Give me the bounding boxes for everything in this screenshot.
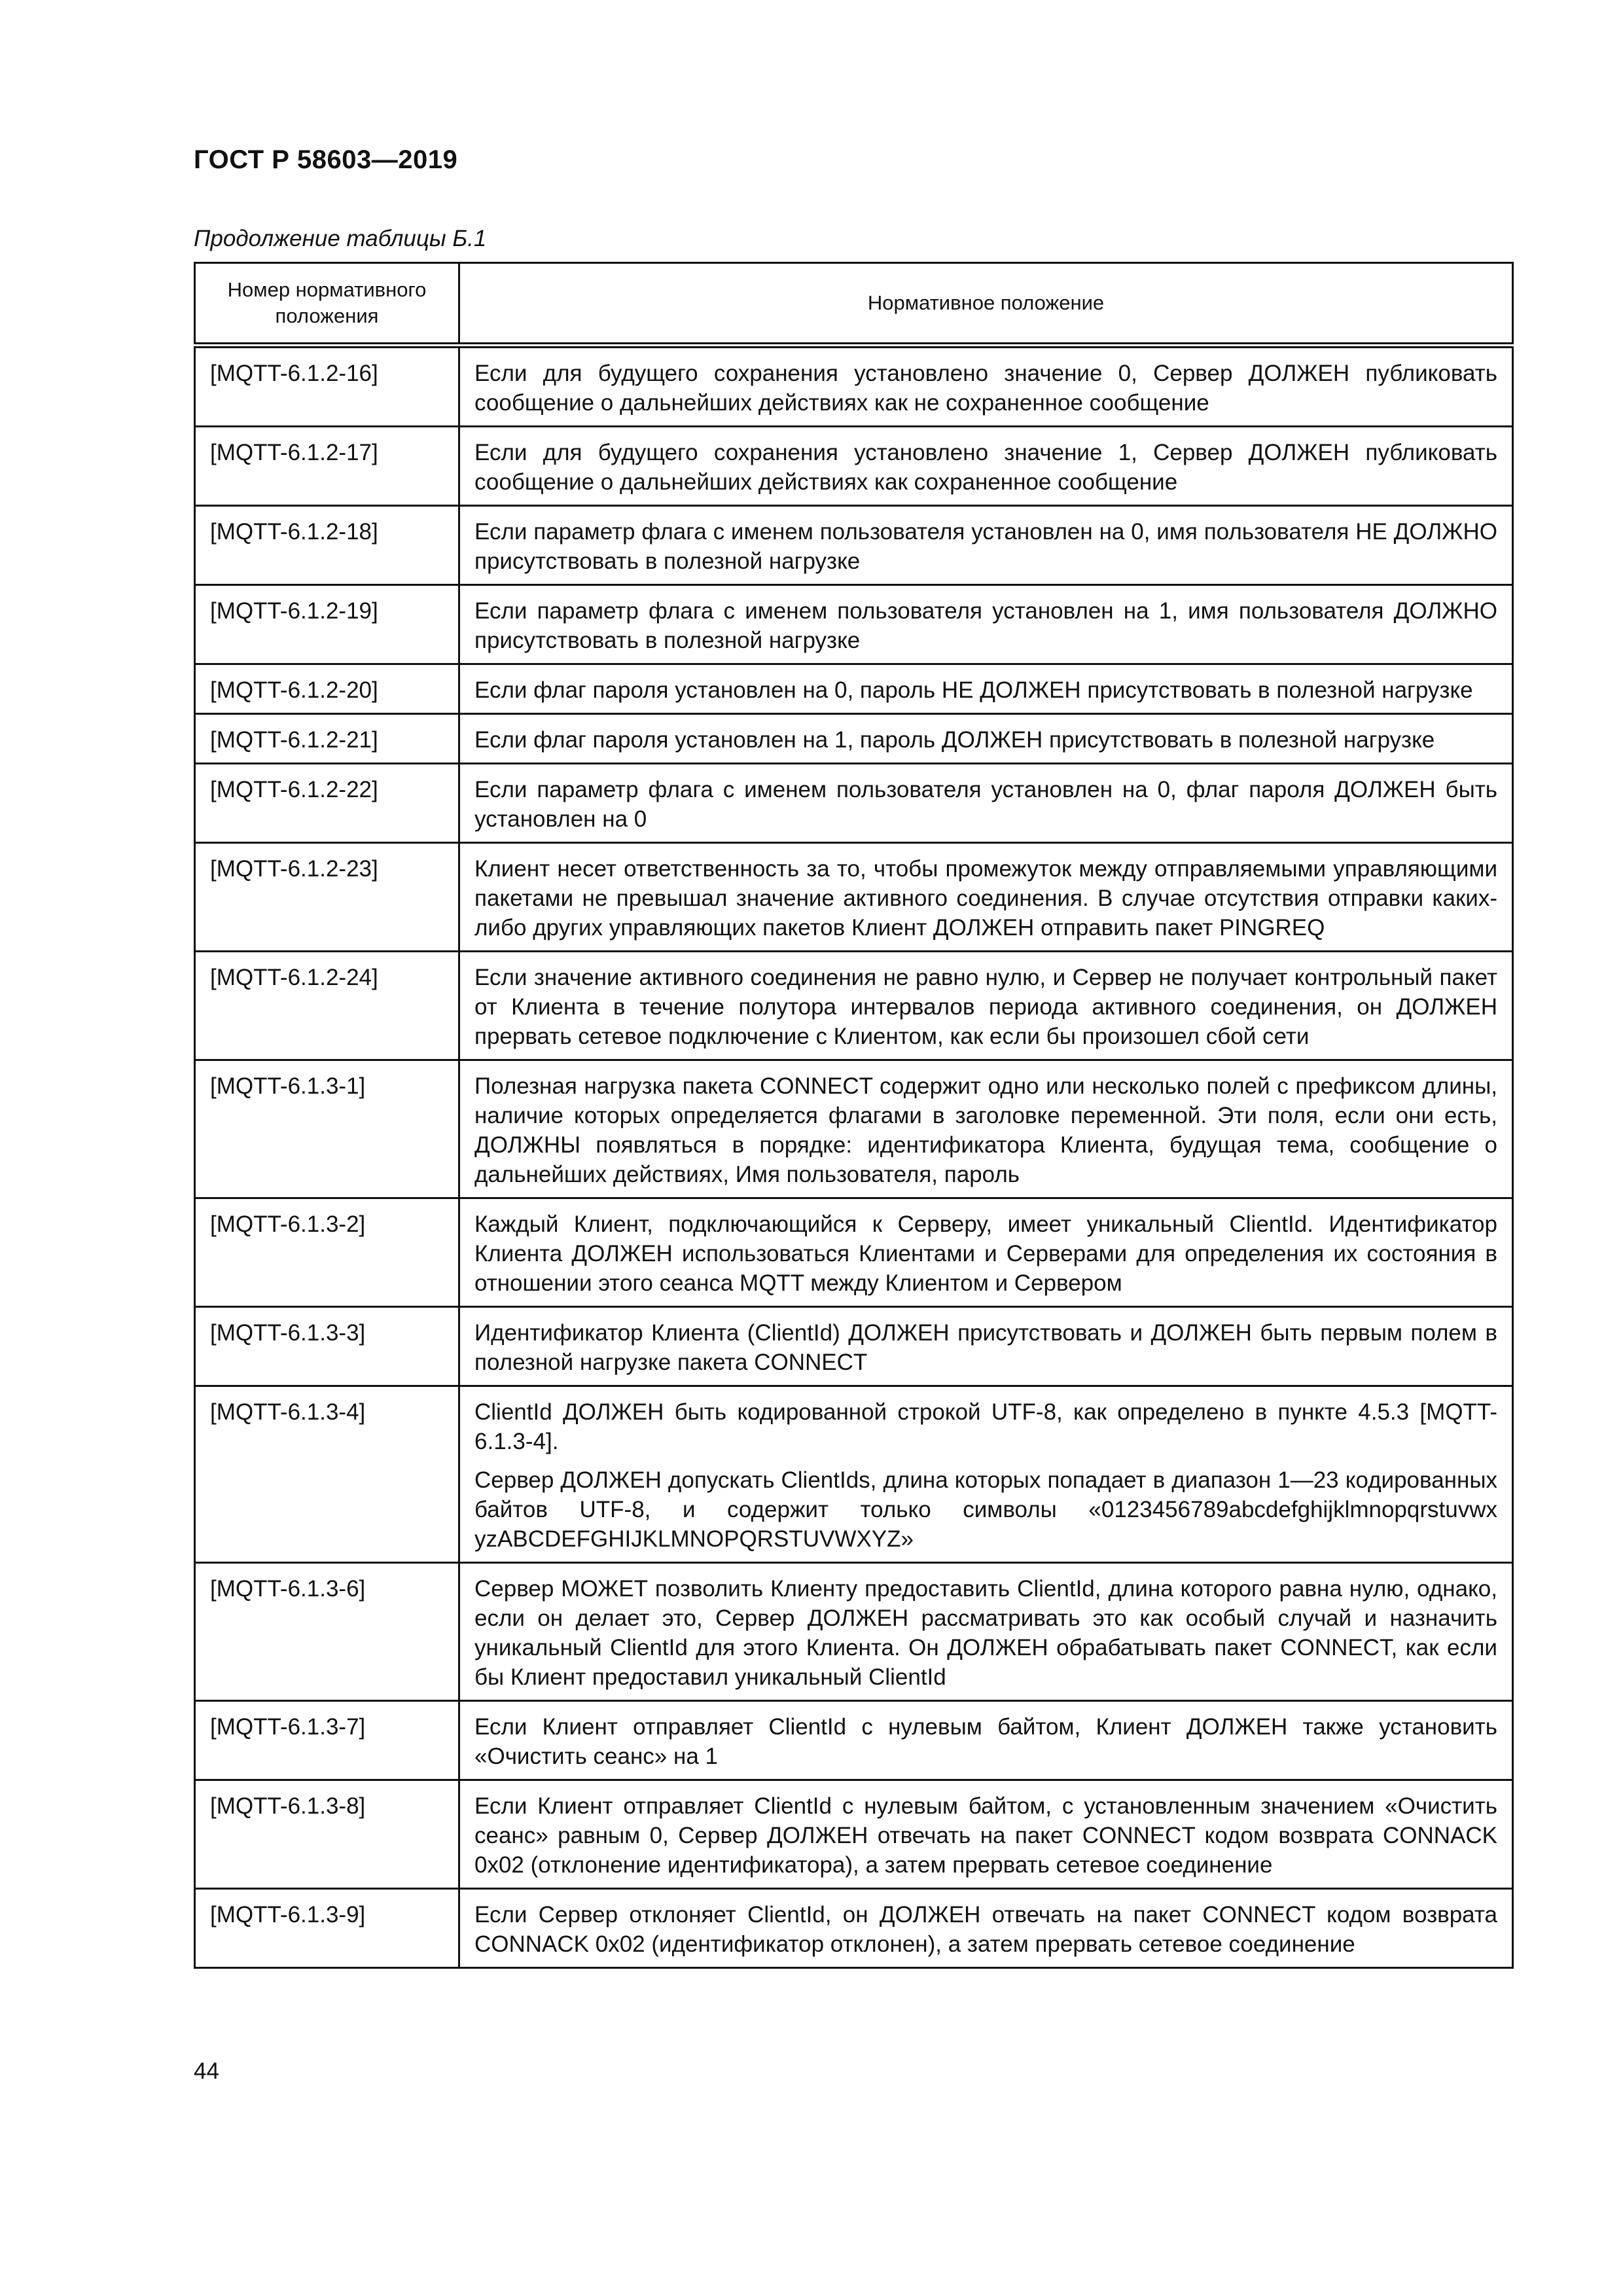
provision-paragraph: Сервер МОЖЕТ позволить Клиенту предоставить ClientId, длина которого равна нулю, однако, если он делает это, Сервер ДОЛЖЕН рассматривать это как особый случай и назначить уникальный ClientId для этого Клиента. Он ДОЛЖЕН обрабатывать пакет CONNECT, как если бы Клиент предоставил уникальный ClientId — [474, 1576, 1497, 1690]
provision-code: [MQTT-6.1.2-16] — [195, 346, 459, 427]
table-row — [195, 1563, 1513, 1701]
table-row — [195, 952, 1513, 1060]
table-caption: Продолжение таблицы Б.1 — [194, 226, 487, 251]
provision-text — [459, 952, 1513, 1060]
provision-paragraph: Если флаг пароля установлен на 0, пароль НЕ ДОЛЖЕН присутствовать в полезной нагрузке — [474, 677, 1473, 703]
normative-provisions-table — [194, 262, 1514, 1969]
provision-text — [459, 843, 1513, 952]
provision-code: [MQTT-6.1.3-6] — [195, 1563, 459, 1701]
provision-code: [MQTT-6.1.3-7] — [195, 1701, 459, 1780]
provision-code: [MQTT-6.1.2-20] — [195, 664, 459, 714]
provision-code: [MQTT-6.1.2-22] — [195, 764, 459, 843]
provision-paragraph: Идентификатор Клиента (ClientId) ДОЛЖЕН присутствовать и ДОЛЖЕН быть первым полем в полезной нагрузке пакета CONNECT — [474, 1320, 1497, 1375]
table-row — [195, 1060, 1513, 1198]
table-row — [195, 1386, 1513, 1563]
table-row — [195, 843, 1513, 952]
page-number: 44 — [194, 2058, 219, 2084]
provision-text — [459, 714, 1513, 764]
provision-paragraph: Если для будущего сохранения установлено значение 1, Сервер ДОЛЖЕН публиковать сообщение о дальнейших действиях как сохраненное сообщение — [474, 440, 1497, 495]
table-row — [195, 664, 1513, 714]
provision-text — [459, 1307, 1513, 1386]
provision-paragraph: Если Клиент отправляет ClientId с нулевым байтом, Клиент ДОЛЖЕН также установить «Очистить сеанс» на 1 — [474, 1714, 1497, 1769]
provision-text — [459, 1386, 1513, 1563]
table-row — [195, 1307, 1513, 1386]
provision-paragraph: Если значение активного соединения не равно нулю, и Сервер не получает контрольный пакет от Клиента в течение полутора интервалов периода активного соединения, он ДОЛЖЕН прервать сетевое подключение с Клиентом, как если бы произошел сбой сети — [474, 965, 1497, 1049]
provision-text — [459, 1780, 1513, 1889]
provision-code: [MQTT-6.1.2-19] — [195, 585, 459, 664]
table-row — [195, 346, 1513, 427]
table-body — [195, 346, 1513, 1968]
provision-paragraph: Если для будущего сохранения установлено значение 0, Сервер ДОЛЖЕН публиковать сообщение о дальнейших действиях как не сохраненное сообщение — [474, 361, 1497, 416]
provision-code: [MQTT-6.1.3-8] — [195, 1780, 459, 1889]
provision-text — [459, 1889, 1513, 1968]
provision-paragraph: Клиент несет ответственность за то, чтобы промежуток между отправляемыми управляющими пакетами не превышал значение активного соединения. В случае отсутствия отправки каких-либо других управляющих пакетов Клиент ДОЛЖЕН отправить пакет PINGREQ — [474, 856, 1497, 941]
provision-paragraph: ClientId ДОЛЖЕН быть кодированной строкой UTF-8, как определено в пункте 4.5.3 [MQTT-6.1.3-4]. — [474, 1399, 1497, 1454]
provision-code: [MQTT-6.1.3-3] — [195, 1307, 459, 1386]
table-row — [195, 506, 1513, 585]
provision-paragraph: Если параметр флага с именем пользователя установлен на 0, имя пользователя НЕ ДОЛЖНО присутствовать в полезной нагрузке — [474, 519, 1497, 574]
table-row — [195, 1780, 1513, 1889]
table-row — [195, 714, 1513, 764]
provision-code: [MQTT-6.1.3-1] — [195, 1060, 459, 1198]
provision-code: [MQTT-6.1.2-21] — [195, 714, 459, 764]
provision-text — [459, 764, 1513, 843]
provision-code: [MQTT-6.1.2-24] — [195, 952, 459, 1060]
document-standard-header: ГОСТ Р 58603—2019 — [194, 145, 458, 174]
provision-code: [MQTT-6.1.2-18] — [195, 506, 459, 585]
provision-paragraph: Если параметр флага с именем пользователя установлен на 1, имя пользователя ДОЛЖНО присутствовать в полезной нагрузке — [474, 598, 1497, 653]
provision-text — [459, 1563, 1513, 1701]
provision-paragraph: Сервер ДОЛЖЕН допускать ClientIds, длина которых попадает в диапазон 1—23 кодированных байтов UTF-8, и содержит только символы «0123456789abcdefghijklmnopqrstuvwx yzABCDEFGHIJKLMNOPQRSTUVWXYZ» — [474, 1467, 1497, 1552]
provision-text — [459, 1701, 1513, 1780]
table-row — [195, 764, 1513, 843]
provision-code: [MQTT-6.1.3-9] — [195, 1889, 459, 1968]
table-row — [195, 1198, 1513, 1307]
provision-code: [MQTT-6.1.3-2] — [195, 1198, 459, 1307]
provision-text — [459, 427, 1513, 506]
provision-text — [459, 1060, 1513, 1198]
provision-code: [MQTT-6.1.3-4] — [195, 1386, 459, 1563]
provision-paragraph: Если флаг пароля установлен на 1, пароль ДОЛЖЕН присутствовать в полезной нагрузке — [474, 727, 1435, 753]
provision-paragraph: Если Сервер отклоняет ClientId, он ДОЛЖЕН отвечать на пакет CONNECT кодом возврата CONNACK 0x02 (идентификатор отклонен), а затем прервать сетевое соединение — [474, 1902, 1497, 1957]
table-row — [195, 585, 1513, 664]
provision-text — [459, 585, 1513, 664]
provision-text — [459, 1198, 1513, 1307]
table-row — [195, 427, 1513, 506]
provision-code: [MQTT-6.1.2-17] — [195, 427, 459, 506]
table-row — [195, 1889, 1513, 1968]
provision-text — [459, 664, 1513, 714]
table-header-row — [195, 263, 1513, 346]
provision-paragraph: Если Клиент отправляет ClientId с нулевым байтом, с установленным значением «Очистить сеанс» равным 0, Сервер ДОЛЖЕН отвечать на пакет CONNECT кодом возврата CONNACK 0x02 (отклонение идентификатора), а затем прервать сетевое соединение — [474, 1793, 1497, 1878]
provision-text — [459, 506, 1513, 585]
provision-code: [MQTT-6.1.2-23] — [195, 843, 459, 952]
table-header — [195, 263, 1513, 346]
column-header-provision: Нормативное положение — [459, 263, 1513, 346]
provision-text — [459, 346, 1513, 427]
provision-paragraph: Если параметр флага с именем пользователя установлен на 0, флаг пароля ДОЛЖЕН быть установлен на 0 — [474, 777, 1497, 832]
table-row — [195, 1701, 1513, 1780]
provision-paragraph: Каждый Клиент, подключающийся к Серверу, имеет уникальный ClientId. Идентификатор Клиента ДОЛЖЕН использоваться Клиентами и Серверами для определения их состояния в отношении этого сеанса MQTT между Клиентом и Сервером — [474, 1211, 1497, 1296]
column-header-number: Номер нормативного положения — [195, 263, 459, 346]
provision-paragraph: Полезная нагрузка пакета CONNECT содержит одно или несколько полей с префиксом длины, наличие которых определяется флагами в заголовке переменной. Эти поля, если они есть, ДОЛЖНЫ появляться в порядке: идентификатора Клиента, будущая тема, сообщение о дальнейших действиях, Имя пользователя, пароль — [474, 1073, 1497, 1187]
